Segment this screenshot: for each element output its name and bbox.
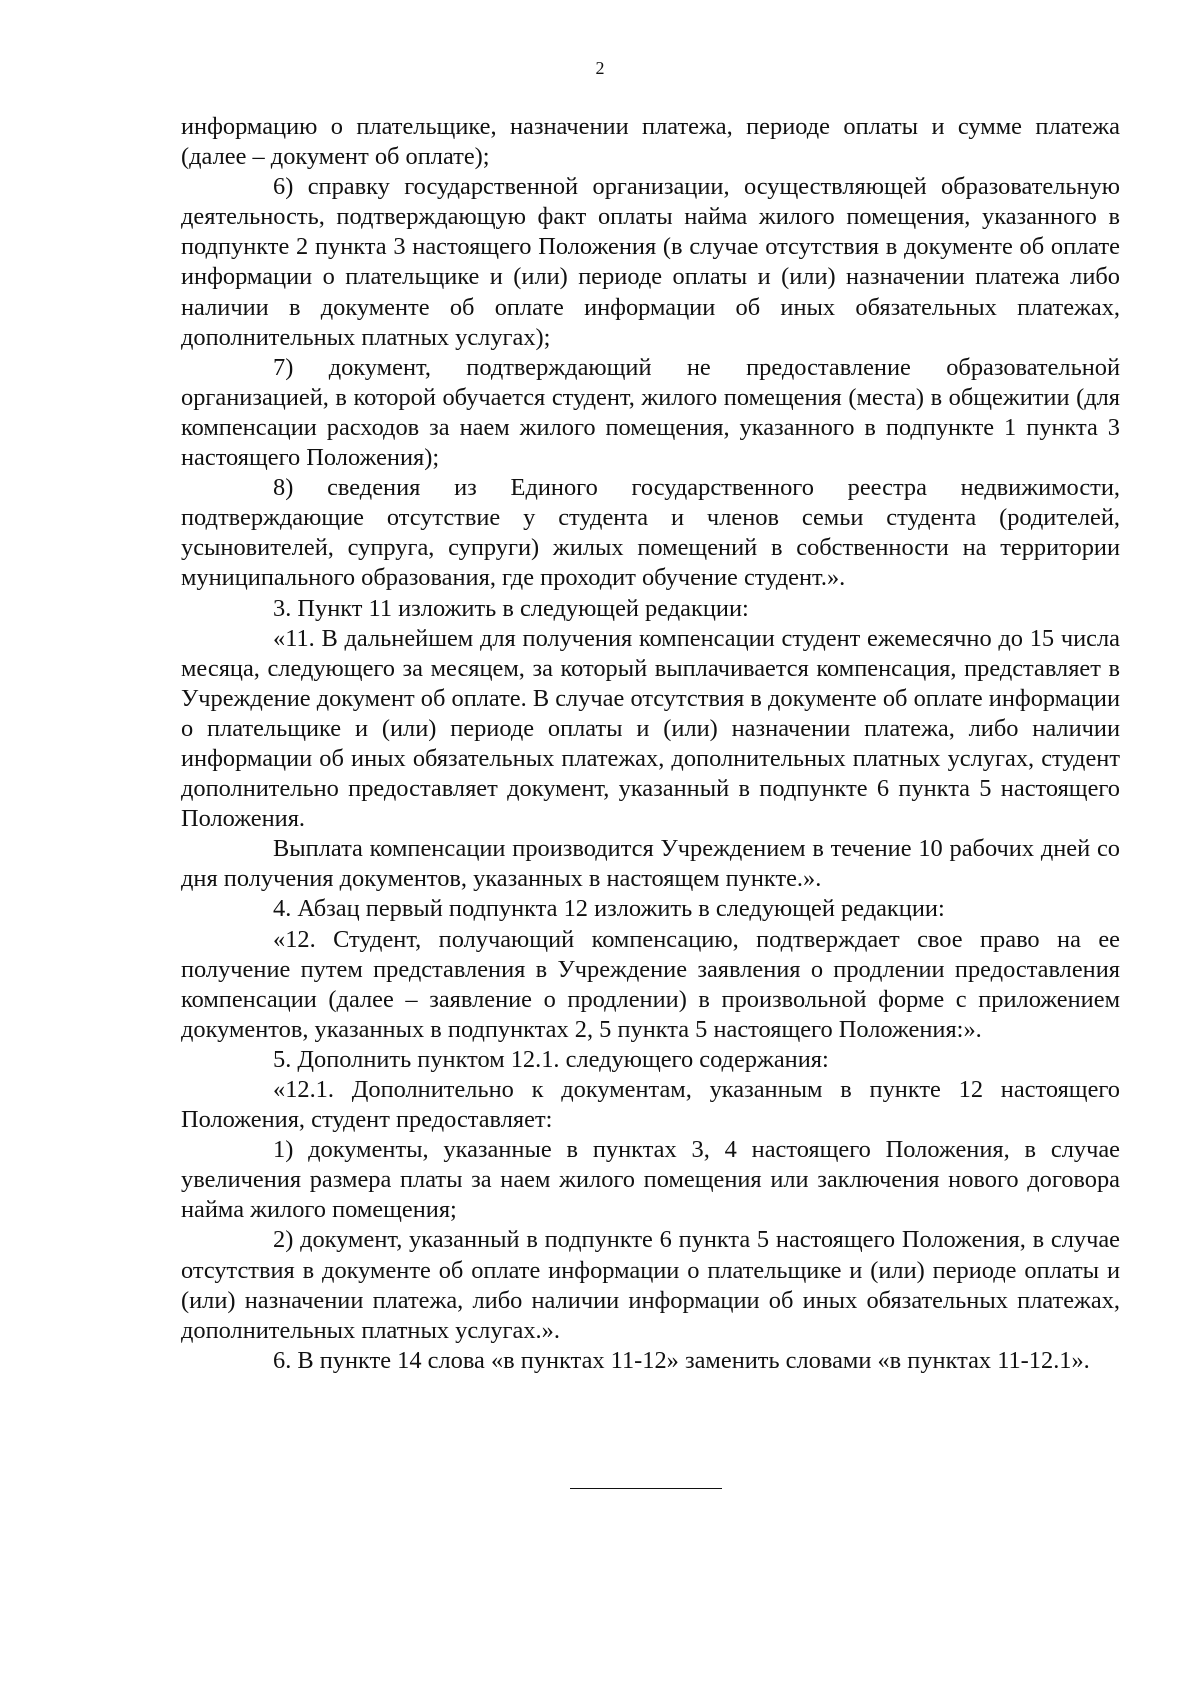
paragraph-payment-info-continuation: информацию о плательщике, назначении платежа, периоде оплаты и сумме платежа (далее – документ об оплате); xyxy=(181,113,1120,171)
paragraph-item-8-registry-info: 8) сведения из Единого государственного реестра недвижимости, подтверждающие отсутствие у студента и членов семьи студента (родителей, усыновителей, супруга, супруги) жилых помещений в собственности на территории муниципального образования, где проходит обучение студент.». xyxy=(181,474,1120,592)
paragraph-amendment-6: 6. В пункте 14 слова «в пунктах 11-12» заменить словами «в пунктах 11-12.1». xyxy=(273,1346,1090,1374)
paragraph-item-7-dormitory-document: 7) документ, подтверждающий не предоставление образовательной организацией, в которой обучается студент, жилого помещения (места) в общежитии (для компенсации расходов за наем жилого помещения, указанного в подпункте 1 пункта 3 настоящего Положения); xyxy=(181,353,1120,472)
paragraph-amendment-4: 4. Абзац первый подпункта 12 изложить в следующей редакции: xyxy=(273,895,945,923)
paragraph-clause-12-1-item-2: 2) документ, указанный в подпункте 6 пункта 5 настоящего Положения, в случае отсутствия в документе об оплате информации о плательщике и (или) периоде оплаты и (или) назначении платежа, либо наличии информации об иных обязательных платежах, дополнительных платных услугах.». xyxy=(181,1226,1120,1344)
paragraph-amendment-3: 3. Пункт 11 изложить в следующей редакции: xyxy=(273,594,749,622)
paragraph-clause-12-1-item-1: 1) документы, указанные в пунктах 3, 4 настоящего Положения, в случае увеличения размера платы за наем жилого помещения или заключения нового договора найма жилого помещения; xyxy=(181,1136,1120,1224)
document-body xyxy=(181,112,1120,1376)
page-number: 2 xyxy=(595,58,605,78)
paragraph-clause-12: «12. Студент, получающий компенсацию, подтверждает свое право на ее получение путем представления в Учреждение заявления о продлении предоставления компенсации (далее – заявление о продлении) в произвольной форме с приложением документов, указанных в подпунктах 2, 5 пункта 5 настоящего Положения:». xyxy=(181,925,1120,1043)
paragraph-clause-11: «11. В дальнейшем для получения компенсации студент ежемесячно до 15 числа месяца, следующего за месяцем, за который выплачивается компенсация, представляет в Учреждение документ об оплате. В случае отсутствия в документе об оплате информации о плательщике и (или) периоде оплаты и (или) назначении платежа, либо наличии информации об иных обязательных платежах, дополнительных платных услугах, студент дополнительно предоставляет документ, указанный в подпункте 6 пункта 5 настоящего Положения. xyxy=(181,624,1120,833)
paragraph-item-6-certificate: 6) справку государственной организации, осуществляющей образовательную деятельность, подтверждающую факт оплаты найма жилого помещения, указанного в подпункте 2 пункта 3 настоящего Положения (в случае отсутствия в документе об оплате информации о плательщике и (или) периоде оплаты и (или) назначении платежа либо наличии в документе об оплате информации об иных обязательных платежах, дополнительных платных услугах); xyxy=(181,173,1120,351)
paragraph-clause-12-1: «12.1. Дополнительно к документам, указанным в пункте 12 настоящего Положения, студент предоставляет: xyxy=(181,1076,1120,1134)
end-of-document-rule xyxy=(570,1488,722,1489)
paragraph-amendment-5: 5. Дополнить пунктом 12.1. следующего содержания: xyxy=(273,1045,829,1073)
paragraph-clause-11-payment: Выплата компенсации производится Учреждением в течение 10 рабочих дней со дня получения документов, указанных в настоящем пункте.». xyxy=(181,835,1120,893)
